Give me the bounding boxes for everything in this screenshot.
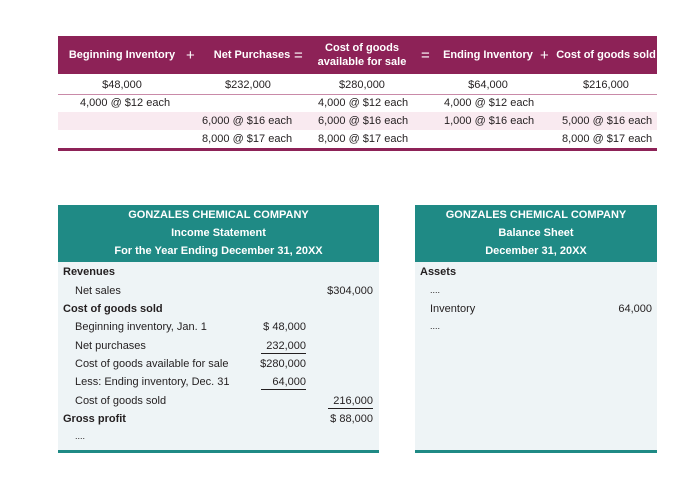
cell-available: 4,000 @ $12 each: [318, 97, 409, 109]
cogs-value: 216,000: [328, 395, 373, 409]
cell-cogs: 5,000 @ $16 each: [562, 115, 653, 127]
header-equals-sign-2: =: [421, 47, 430, 64]
income-statement-bottom-border: [58, 450, 379, 453]
balance-sheet-date: December 31, 20XX: [485, 245, 587, 257]
ending-inventory-label: Less: Ending inventory, Dec. 31: [75, 376, 230, 388]
balance-sheet-company: GONZALES CHEMICAL COMPANY: [445, 209, 627, 221]
header-ending-inventory: Ending Inventory: [443, 49, 533, 61]
total-net-purchases: $232,000: [225, 79, 271, 91]
header-beginning-inventory: Beginning Inventory: [68, 49, 176, 61]
cell-available: 8,000 @ $17 each: [318, 133, 409, 145]
beginning-inventory-label: Beginning inventory, Jan. 1: [75, 321, 207, 333]
cogs-label: Cost of goods sold: [75, 395, 167, 407]
table-row-totals: [58, 76, 657, 94]
cogs-available-value: $280,000: [260, 358, 306, 370]
beginning-inventory-value: $ 48,000: [263, 321, 306, 333]
net-sales-value: $304,000: [327, 285, 373, 297]
total-cost-of-goods-sold: $216,000: [583, 79, 629, 91]
cell-beginning: 4,000 @ $12 each: [80, 97, 171, 109]
inventory-flow-table: [58, 36, 657, 145]
income-statement-title: Income Statement: [171, 227, 266, 239]
total-ending-inventory: $64,000: [468, 79, 508, 91]
table-row: [58, 94, 657, 112]
income-statement-period: For the Year Ending December 31, 20XX: [114, 245, 323, 257]
total-cogs-available: $280,000: [339, 79, 385, 91]
header-cogs-available: [308, 36, 416, 74]
table-row: [58, 130, 657, 148]
header-cogs-available-line1: Cost of goods: [325, 42, 399, 54]
cogs-available-label: Cost of goods available for sale: [75, 358, 229, 370]
inventory-label: Inventory: [430, 303, 476, 315]
gross-profit-value: $ 88,000: [330, 413, 373, 425]
header-cost-of-goods-sold: Cost of goods sold: [556, 49, 656, 61]
income-statement-header: [58, 205, 379, 262]
revenues-label: Revenues: [63, 266, 115, 278]
inventory-value: 64,000: [618, 303, 652, 315]
cell-purchases: 6,000 @ $16 each: [202, 115, 293, 127]
cell-purchases: 8,000 @ $17 each: [202, 133, 293, 145]
header-cogs-available-line2: available for sale: [317, 56, 407, 68]
header-equals-sign: =: [294, 47, 303, 64]
assets-label: Assets: [420, 266, 457, 278]
header-net-purchases: Net Purchases: [213, 49, 291, 61]
balance-sheet-title: Balance Sheet: [498, 227, 574, 239]
net-sales-label: Net sales: [75, 285, 121, 297]
cell-ending: 4,000 @ $12 each: [444, 97, 535, 109]
income-statement-panel: [58, 205, 379, 453]
cogs-section-label: Cost of goods sold: [63, 303, 163, 315]
header-plus-sign: +: [186, 47, 195, 64]
assets-ellipsis-bottom: ....: [430, 321, 441, 331]
income-statement-ellipsis: ....: [75, 431, 86, 441]
net-purchases-label: Net purchases: [75, 340, 146, 352]
net-purchases-value: 232,000: [261, 340, 306, 354]
income-statement-company: GONZALES CHEMICAL COMPANY: [128, 209, 309, 221]
balance-sheet-panel: [415, 205, 657, 453]
table-bottom-border: [58, 148, 657, 151]
inventory-table-header: [58, 36, 657, 74]
balance-sheet-header: [415, 205, 657, 262]
balance-sheet-bottom-border: [415, 450, 657, 453]
cell-ending: 1,000 @ $16 each: [444, 115, 535, 127]
ending-inventory-value: 64,000: [261, 376, 306, 390]
cell-available: 6,000 @ $16 each: [318, 115, 409, 127]
total-beginning-inventory: $48,000: [102, 79, 142, 91]
header-plus-sign-2: +: [540, 47, 549, 64]
assets-ellipsis-top: ....: [430, 285, 441, 295]
gross-profit-label: Gross profit: [63, 413, 126, 425]
cell-cogs: 8,000 @ $17 each: [562, 133, 653, 145]
table-row: [58, 112, 657, 130]
